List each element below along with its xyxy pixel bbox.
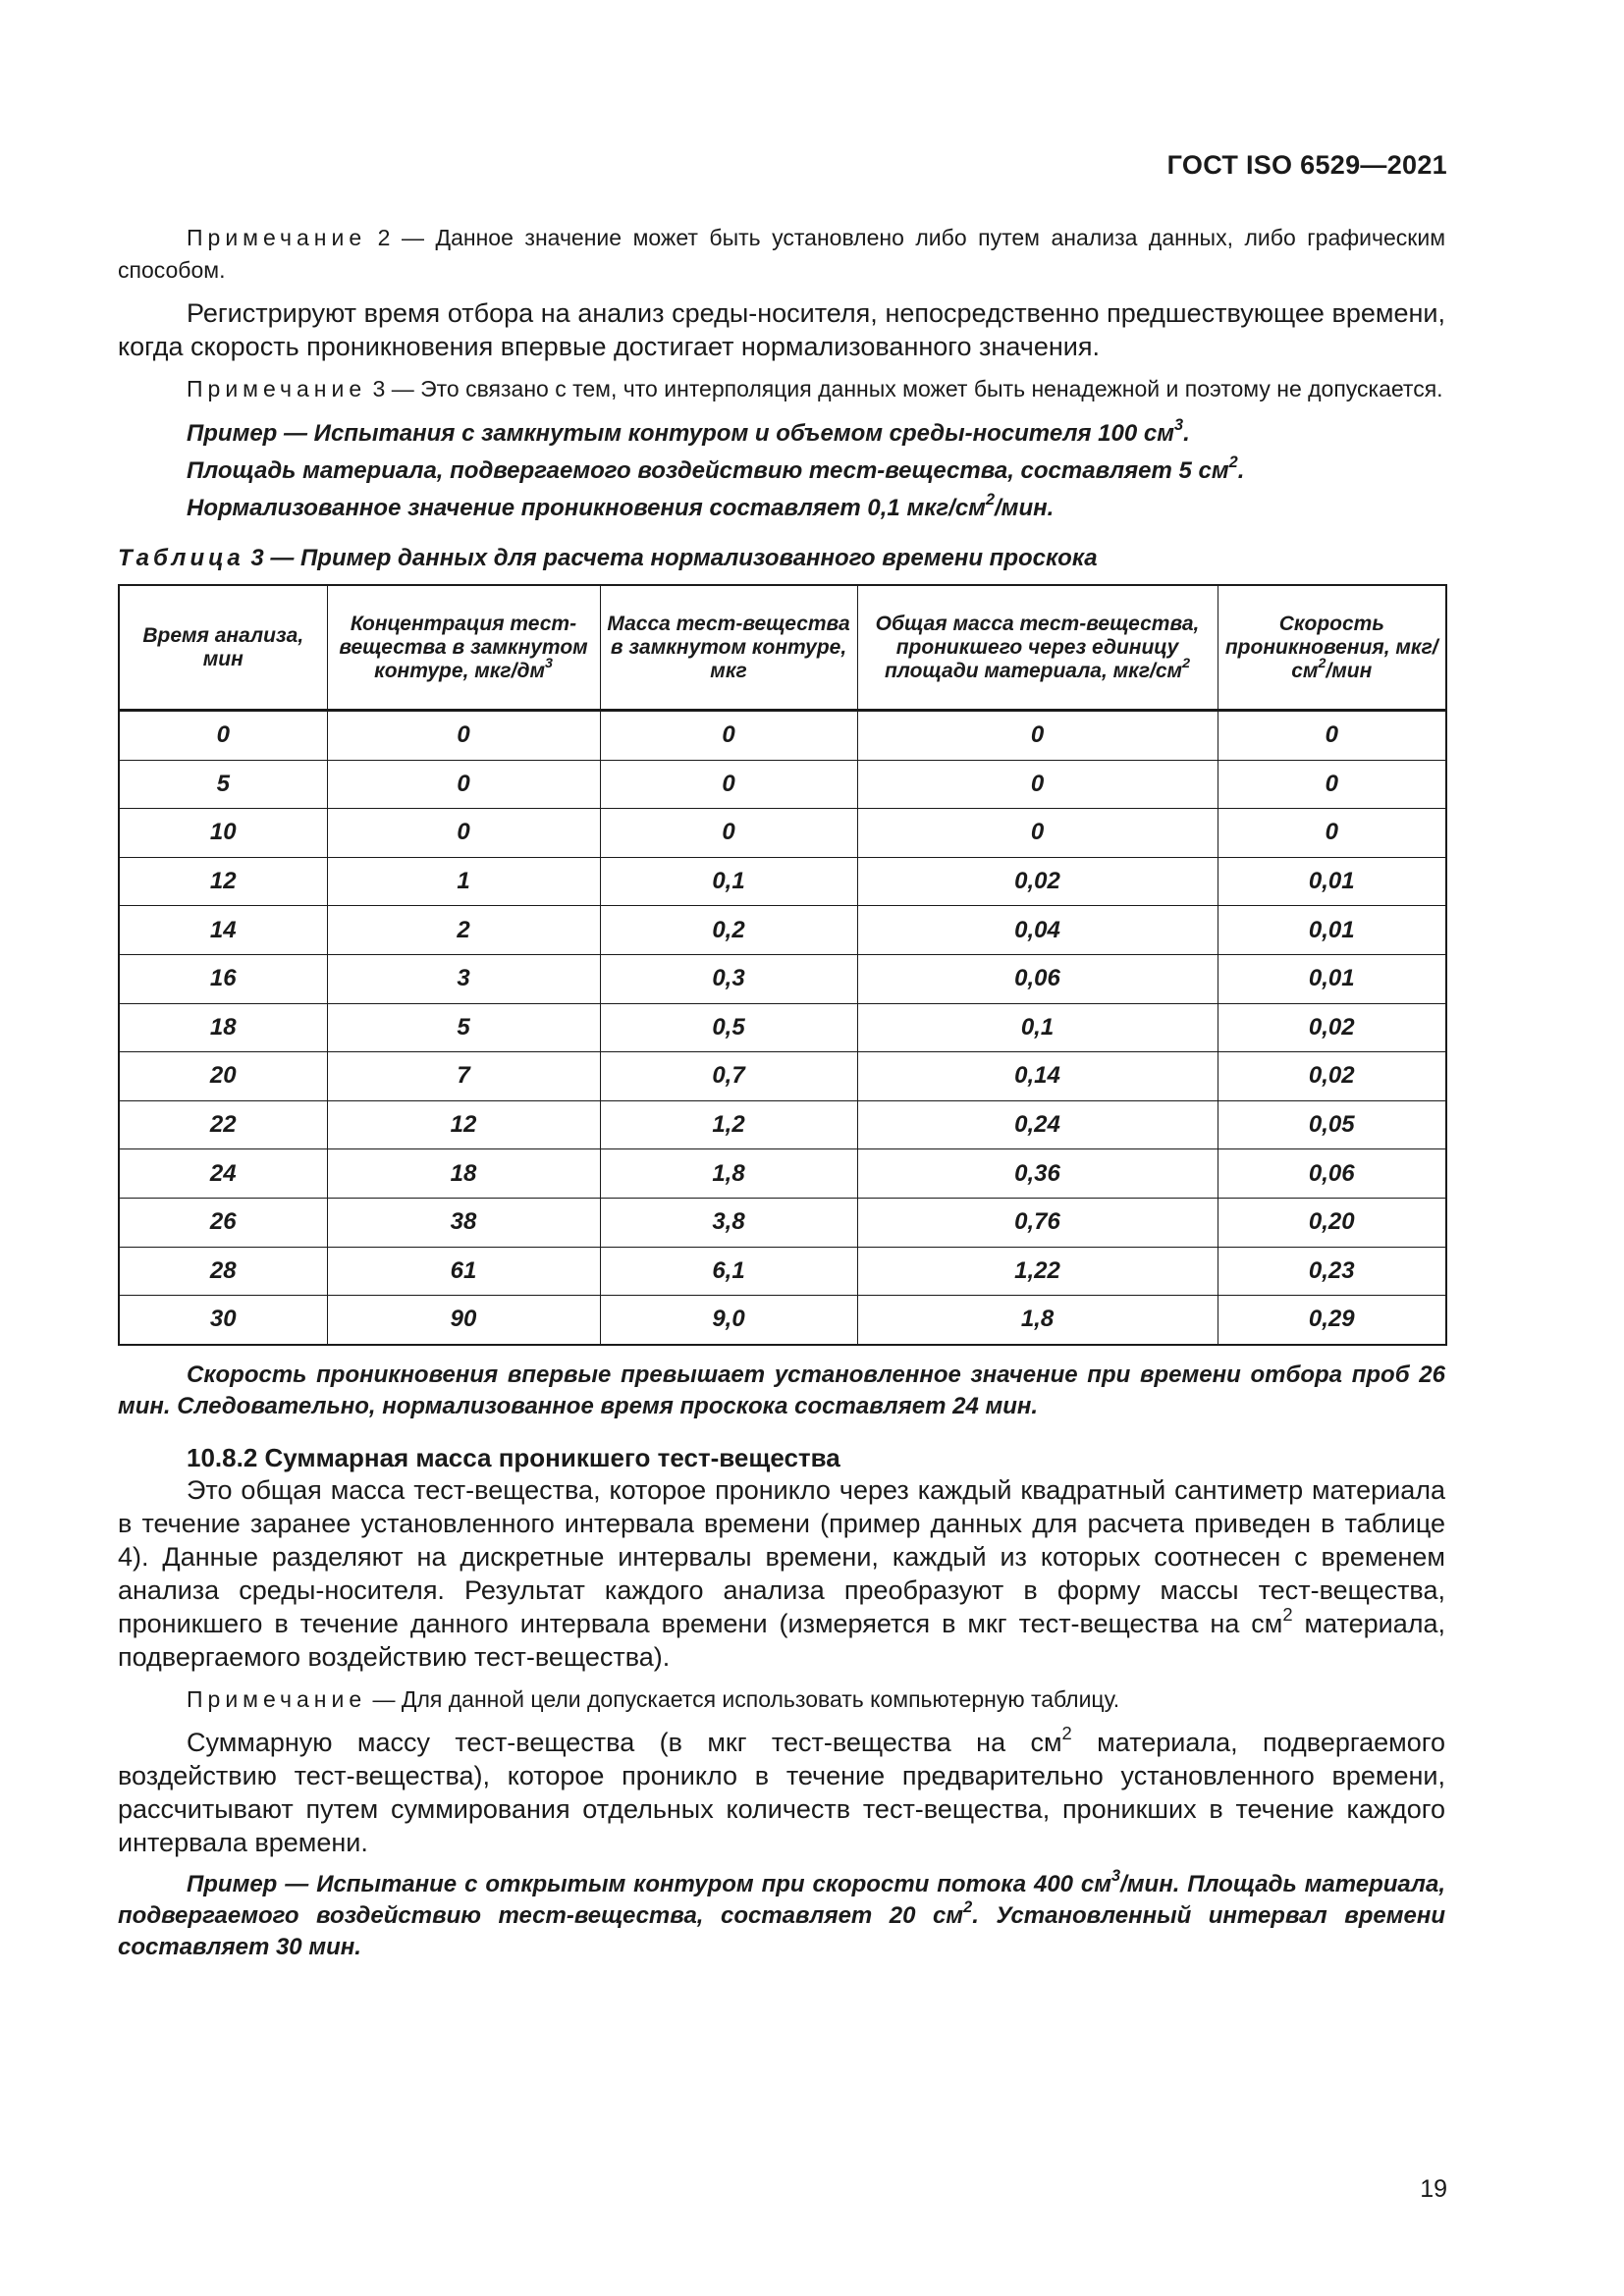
table-cell: 1,8 bbox=[857, 1296, 1218, 1345]
paragraph-summation: Суммарную массу тест-вещества (в мкг тест-вещества на $см^2$ материала, подвергаемого воздействию тест-вещества), которое проникло в течение предварительно установленного времени, рассчитывают путем суммирования отдельных количеств тест-вещества, проникших в течение каждого интервала времени. bbox=[118, 1722, 1445, 1857]
note-text: 3 — Это связано с тем, что интерполяция данных может быть ненадежной и поэтому не допускается. bbox=[372, 376, 1443, 401]
table-cell: 0,29 bbox=[1218, 1296, 1446, 1345]
note-label: Примечание bbox=[187, 376, 367, 401]
table-cell: 0 bbox=[857, 711, 1218, 761]
table-cell: 5 bbox=[327, 1003, 600, 1052]
column-header-mass: Масса тест-вещества в замкнутом контуре, мкг bbox=[600, 585, 857, 711]
table-cell: 0,20 bbox=[1218, 1198, 1446, 1247]
table-cell: 6,1 bbox=[600, 1247, 857, 1296]
column-header-total-mass: Общая масса тест-вещества, проникшего через единицу площади материала, мкг/$см^2$ bbox=[857, 585, 1218, 711]
table-cell: 12 bbox=[327, 1100, 600, 1149]
table-row bbox=[119, 1198, 1446, 1247]
table-cell: 0 bbox=[327, 809, 600, 858]
table-cell: 3 bbox=[327, 954, 600, 1003]
table-cell: 18 bbox=[119, 1003, 327, 1052]
table-cell: 16 bbox=[119, 954, 327, 1003]
table-cell: 0,5 bbox=[600, 1003, 857, 1052]
table-cell: 0,02 bbox=[1218, 1003, 1446, 1052]
table-cell: 0,04 bbox=[857, 906, 1218, 955]
page-content bbox=[118, 222, 1445, 1963]
table-row bbox=[119, 809, 1446, 858]
table-cell: 14 bbox=[119, 906, 327, 955]
table-cell: 28 bbox=[119, 1247, 327, 1296]
table-cell: 0,23 bbox=[1218, 1247, 1446, 1296]
table-row bbox=[119, 1149, 1446, 1199]
table-cell: 0,02 bbox=[857, 857, 1218, 906]
table-row bbox=[119, 1247, 1446, 1296]
page-number: 19 bbox=[1420, 2175, 1447, 2203]
section-heading: 10.8.2 Суммарная масса проникшего тест-вещества bbox=[187, 1442, 840, 1472]
table-body bbox=[119, 711, 1446, 1345]
table-cell: 1 bbox=[327, 857, 600, 906]
table-cell: 0 bbox=[1218, 809, 1446, 858]
table-cell: 38 bbox=[327, 1198, 600, 1247]
table-cell: 0 bbox=[327, 760, 600, 809]
example-line: Нормализованное значение проникновения составляет 0,1 мкг/$см^2$/мин. bbox=[187, 491, 1055, 521]
table-cell: 0,24 bbox=[857, 1100, 1218, 1149]
table-cell: 0,06 bbox=[857, 954, 1218, 1003]
table-cell: 0,1 bbox=[600, 857, 857, 906]
table-cell: 0,3 bbox=[600, 954, 857, 1003]
table-cell: 0,36 bbox=[857, 1149, 1218, 1199]
column-header-rate: Скорость проникновения, мкг/$см^2$/мин bbox=[1218, 585, 1446, 711]
table-row bbox=[119, 1100, 1446, 1149]
table-cell: 22 bbox=[119, 1100, 327, 1149]
table-row bbox=[119, 1003, 1446, 1052]
table-cell: 0 bbox=[600, 760, 857, 809]
column-header-time: Время анализа, мин bbox=[119, 585, 327, 711]
table-cell: 2 bbox=[327, 906, 600, 955]
table-row bbox=[119, 1296, 1446, 1345]
table-cell: 0,01 bbox=[1218, 954, 1446, 1003]
caption-text: 3 — Пример данных для расчета нормализованного времени проскока bbox=[250, 545, 1098, 571]
table-cell: 7 bbox=[327, 1052, 600, 1101]
table-cell: 0,7 bbox=[600, 1052, 857, 1101]
table-cell: 0,02 bbox=[1218, 1052, 1446, 1101]
table-cell: 0 bbox=[600, 809, 857, 858]
note-3 bbox=[118, 373, 1445, 405]
table-row bbox=[119, 954, 1446, 1003]
table-row bbox=[119, 711, 1446, 761]
table-cell: 9,0 bbox=[600, 1296, 857, 1345]
table-cell: 26 bbox=[119, 1198, 327, 1247]
note-text: — Для данной цели допускается использовать компьютерную таблицу. bbox=[372, 1685, 1120, 1712]
table-cell: 0,2 bbox=[600, 906, 857, 955]
table-cell: 0,14 bbox=[857, 1052, 1218, 1101]
note-label: Примечание bbox=[187, 225, 367, 250]
example-line: Пример — Испытания с замкнутым контуром и объемом среды-носителя 100 $см^3$. bbox=[187, 416, 1190, 447]
table-cell: 0 bbox=[119, 711, 327, 761]
table-cell: 30 bbox=[119, 1296, 327, 1345]
table-header-row bbox=[119, 585, 1446, 711]
table-cell: 1,8 bbox=[600, 1149, 857, 1199]
table-cell: 12 bbox=[119, 857, 327, 906]
table-cell: 18 bbox=[327, 1149, 600, 1199]
table-cell: 0 bbox=[1218, 711, 1446, 761]
table-cell: 0,1 bbox=[857, 1003, 1218, 1052]
table-cell: 0,01 bbox=[1218, 857, 1446, 906]
table-cell: 0 bbox=[327, 711, 600, 761]
paragraph-total-mass: Это общая масса тест-вещества, которое проникло через каждый квадратный сантиметр материала в течение заранее установленного интервала времени (пример данных для расчета приведен в таблице 4). Данные разделяют на дискретные интервалы времени, каждый из которых соотнесен с временем анализа среды-носителя. Результат каждого анализа преобразуют в форму массы тест-вещества, проникшего в течение данного интервала времени (измеряется в мкг тест-вещества на $см^2$ материала, подвергаемого воздействию тест-вещества). bbox=[118, 1474, 1446, 1672]
example-line: Площадь материала, подвергаемого воздействию тест-вещества, составляет 5 $см^2$. bbox=[187, 454, 1245, 484]
caption-label: Таблица bbox=[118, 545, 244, 571]
table-cell: 0,76 bbox=[857, 1198, 1218, 1247]
column-header-concentration: Концентрация тест-вещества в замкнутом контуре, мкг/$дм^3$ bbox=[327, 585, 600, 711]
example-closed-loop bbox=[118, 415, 1445, 527]
table-cell: 0,05 bbox=[1218, 1100, 1446, 1149]
table-cell: 0,06 bbox=[1218, 1149, 1446, 1199]
table-cell: 0,01 bbox=[1218, 906, 1446, 955]
table-cell: 90 bbox=[327, 1296, 600, 1345]
table-caption bbox=[118, 545, 1445, 572]
table-row bbox=[119, 857, 1446, 906]
table-row bbox=[119, 1052, 1446, 1101]
table-cell: 10 bbox=[119, 809, 327, 858]
note-spreadsheet bbox=[118, 1683, 1445, 1716]
breakthrough-data-table bbox=[118, 584, 1447, 1346]
table-row bbox=[119, 906, 1446, 955]
table-cell: 24 bbox=[119, 1149, 327, 1199]
table-cell: 1,22 bbox=[857, 1247, 1218, 1296]
paragraph-registration: Регистрируют время отбора на анализ среды-носителя, непосредственно предшествующее времени, когда скорость проникновения впервые достигает нормализованного значения. bbox=[118, 298, 1445, 361]
example-open-loop: Пример — Испытание с открытым контуром при скорости потока 400 $см^3$/мин. Площадь материала, подвергаемого воздействию тест-вещества, составляет 20 $см^2$. Установленный интервал времени составляет 30 мин. bbox=[118, 1867, 1446, 1960]
note-2 bbox=[118, 222, 1445, 287]
table-cell: 61 bbox=[327, 1247, 600, 1296]
standard-code: ГОСТ ISO 6529—2021 bbox=[1166, 150, 1447, 180]
table-conclusion: Скорость проникновения впервые превышает установленное значение при времени отбора проб 26 мин. Следовательно, нормализованное время проскока составляет 24 мин. bbox=[118, 1361, 1445, 1419]
table-cell: 0 bbox=[1218, 760, 1446, 809]
note-label: Примечание bbox=[187, 1685, 367, 1712]
table-cell: 5 bbox=[119, 760, 327, 809]
table-cell: 20 bbox=[119, 1052, 327, 1101]
table-cell: 0 bbox=[857, 809, 1218, 858]
table-cell: 3,8 bbox=[600, 1198, 857, 1247]
table-cell: 0 bbox=[600, 711, 857, 761]
table-cell: 0 bbox=[857, 760, 1218, 809]
table-cell: 1,2 bbox=[600, 1100, 857, 1149]
note-text: 2 — Данное значение может быть установлено либо путем анализа данных, либо графическим способом. bbox=[118, 225, 1446, 283]
table-row bbox=[119, 760, 1446, 809]
